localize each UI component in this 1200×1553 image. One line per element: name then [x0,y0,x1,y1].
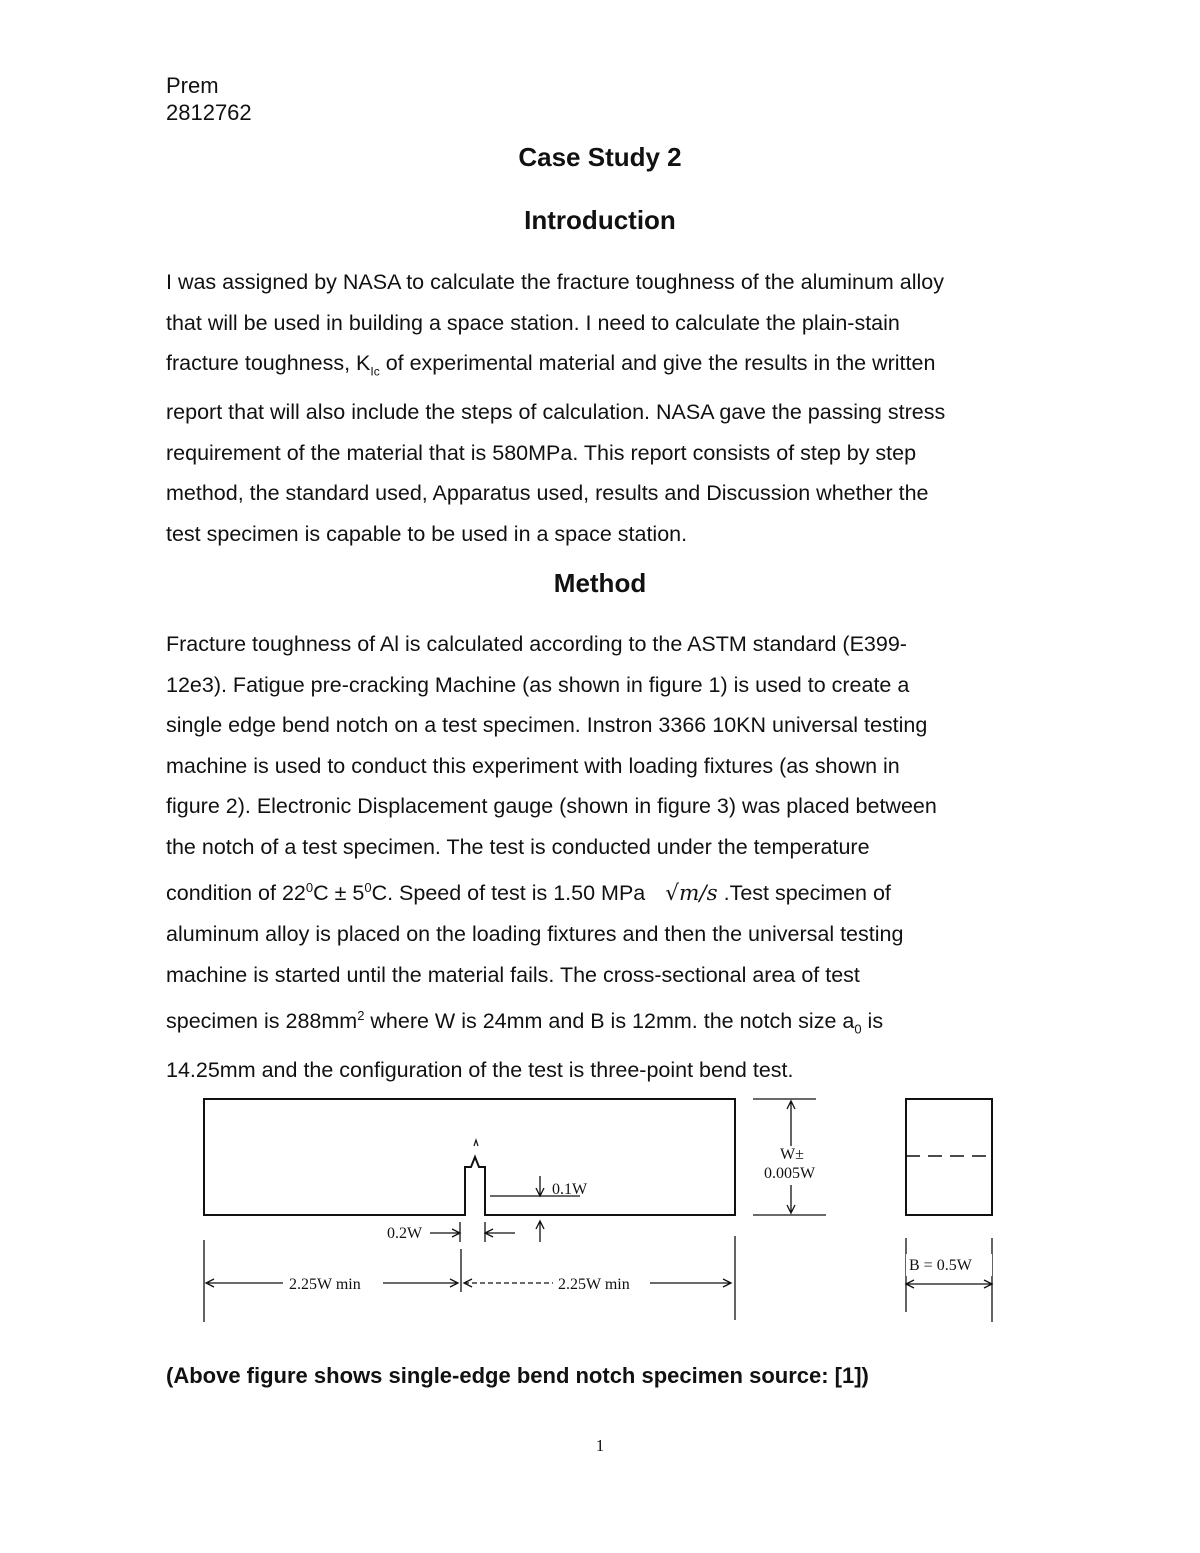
notch-depth-label: 0.1W [552,1181,588,1198]
method-line: Fracture toughness of Al is calculated according to the ASTM standard (E399- [166,632,907,656]
cross-section-outline [906,1099,992,1215]
specimen-outline [204,1099,735,1215]
width-tolerance-label-1: W± [780,1146,804,1163]
method-line: 12e3). Fatigue pre-cracking Machine (as shown in figure 1) is used to create a [166,672,910,697]
intro-line: that will be used in building a space station. I need to calculate the plain-stain [166,310,900,335]
method-line: the notch of a test specimen. The test is conducted under the temperature [166,834,870,859]
notch-depth-arrow-top [536,1176,544,1196]
notch-width-arrows [430,1222,515,1242]
method-heading: Method [553,568,647,598]
thickness-label: B = 0.5W [909,1257,972,1274]
method-line: aluminum alloy is placed on the loading fixtures and then the universal testing [166,922,904,947]
speed-unit-math: √m/s [665,880,718,906]
method-line: machine is started until the material fails. The cross-sectional area of test [166,962,860,987]
notch-width-label: 0.2W [387,1225,423,1242]
notch-depth-arrow-bottom [536,1221,544,1242]
intro-line: fracture toughness, $K_{Ic}$ of experimental material and give the results in the written [166,351,936,379]
intro-line: requirement of the material that is 580MPa. This report consists of step by step [166,440,917,465]
b-dimension-line [906,1280,992,1288]
right-span-label: 2.25W min [558,1276,630,1293]
introduction-heading: Introduction [524,205,676,235]
method-line: specimen is $288mm^2$ where W is 24mm and B is 12mm. the notch size $a_0$ is [166,1007,884,1036]
width-tolerance-label-2: 0.005W [764,1165,816,1182]
intro-line: I was assigned by NASA to calculate the fracture toughness of the aluminum alloy [166,270,945,294]
intro-line: report that will also include the steps of calculation. NASA gave the passing stress [166,400,946,425]
method-line: 14.25mm and the configuration of the test is three-point bend test. [166,1057,794,1082]
left-span-label: 2.25W min [289,1276,361,1293]
method-line: condition of $22^0C \pm 5^0C$. Speed of test is 1.50 MPa √m/s .Test specimen of [166,879,891,906]
author-name: Prem [166,73,219,98]
page-number: 1 [595,1436,605,1455]
notch-tip [474,1140,478,1146]
figure-caption: (Above figure shows single-edge bend notch specimen source: [1]) [166,1363,869,1388]
method-line: figure 2). Electronic Displacement gauge (shown in figure 3) was placed between [166,794,937,819]
document-title: Case Study 2 [518,142,682,172]
author-id: 2812762 [166,100,252,125]
method-line: single edge bend notch on a test specimen. Instron 3366 10KN universal testing [166,713,928,738]
intro-line: method, the standard used, Apparatus used, results and Discussion whether the [166,481,929,506]
intro-line: test specimen is capable to be used in a space station. [166,521,688,546]
method-line: machine is used to conduct this experiment with loading fixtures (as shown in [166,753,900,778]
